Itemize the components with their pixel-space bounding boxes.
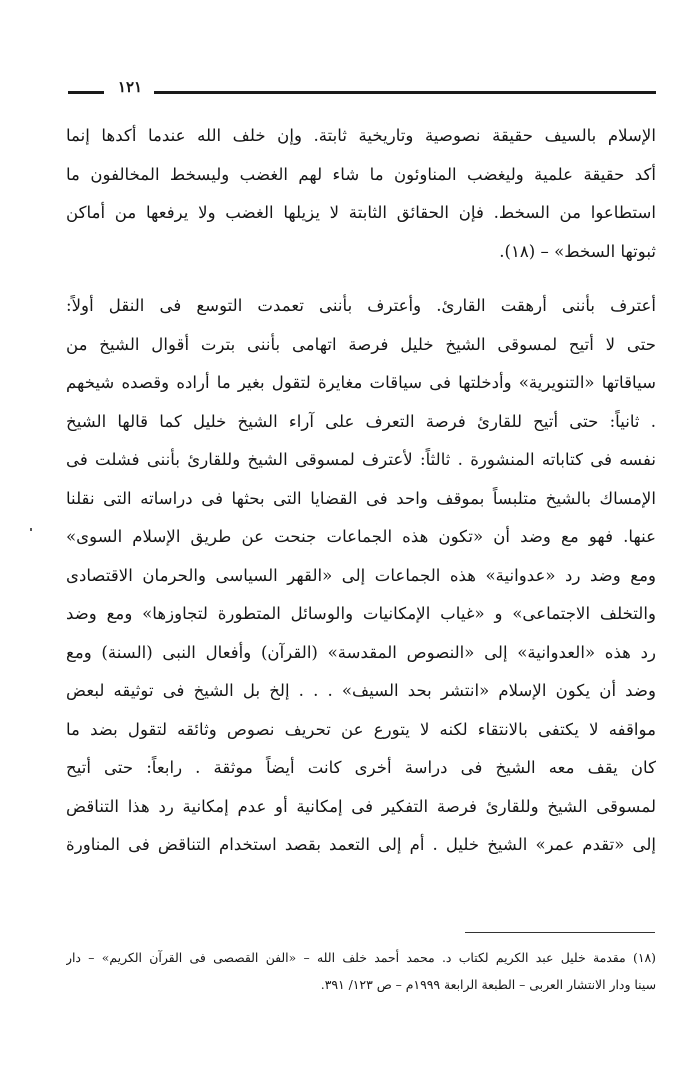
text-line: عنها. فهو مع وضد أن «تكون هذه الجماعات جنحت عن طريق الإسلام السوى» xyxy=(66,527,656,546)
footnote-rule xyxy=(465,932,655,933)
page-header xyxy=(68,80,656,104)
footnote-line: (١٨) مقدمة خليل عبد الكريم لكتاب د. محمد أحمد خلف الله – «الفن القصصى فى القرآن الكريم» – دار xyxy=(66,950,656,965)
text-line: إلى «تقدم عمر» الشيخ خليل . أم إلى التعمد بقصد استخدام التناقض فى المناورة xyxy=(66,835,656,854)
text-line: حتى لا أتيح لمسوقى الشيخ خليل فرصة اتهامى بأننى بترت أقوال الشيخ من xyxy=(66,334,656,354)
body-text xyxy=(66,117,656,865)
text-line: ومع وضد رد «عدوانية» هذه الجماعات إلى «القهر السياسى والحرمان الاقتصادى xyxy=(66,565,656,585)
text-line: استطاعوا من السخط. فإن الحقائق الثابتة لا يزيلها الغضب ولا يرفعها من أماكن xyxy=(66,203,656,222)
text-line: والتخلف الاجتماعى» و «غياب الإمكانيات والوسائل المتطورة لتجاوزها» ومع وضد xyxy=(66,604,656,623)
text-line: كان يقف معه الشيخ فى دراسة أخرى كانت أيضاً موثقة . رابعاً: حتى أتيح xyxy=(66,758,656,777)
text-line: أعترف بأننى أرهقت القارئ. وأعترف بأننى تعمدت التوسع فى النقل أولاً: xyxy=(66,296,656,315)
text-line: مواقفه لا يكتفى بالانتقاء لكنه لا يتورع عن تحريف نصوص وثائقه لتقول بضد ما xyxy=(66,719,656,739)
text-line: الإمساك بالشيخ متلبساً بموقف واحد فى القضايا التى بحثها فى دراساته التى نقلنا xyxy=(66,488,656,508)
text-line: نفسه فى كتاباته المنشورة . ثالثاً: لأعترف لمسوقى الشيخ وللقارئ بأننى فشلت فى xyxy=(66,450,656,469)
header-rule-short xyxy=(68,91,104,94)
text-line: وضد أن يكون الإسلام «انتشر بحد السيف» . . . إلخ بل الشيخ فى توثيقه لبعض xyxy=(66,681,656,700)
text-line: لمسوقى الشيخ وللقارئ فرصة التفكير فى إمكانية أو عدم إمكانية رد هذا التناقض xyxy=(66,796,656,816)
text-line: رد هذه «العدوانية» إلى «النصوص المقدسة» (القرآن) وأفعال النبى (السنة) ومع xyxy=(66,642,656,662)
text-line: الإسلام بالسيف حقيقة نصوصية وتاريخية ثابتة. وإن خلف الله عندما أكدها إنما xyxy=(66,126,656,145)
paragraph-gap xyxy=(66,271,656,287)
text-line: أكد حقيقة علمية وليغضب المناوئون ما شاء لهم الغضب وليسخط المخالفون ما xyxy=(66,164,656,184)
footnote xyxy=(66,944,656,998)
scan-speck xyxy=(30,528,32,531)
footnote-line: سينا ودار الانتشار العربى – الطبعة الرابعة ١٩٩٩م – ص ١٢٣/ ٣٩١. xyxy=(320,977,656,992)
text-line: سياقاتها «التنويرية» وأدخلتها فى سياقات مغايرة لتقول بغير ما أراده وقصده شيخهم xyxy=(66,373,656,392)
page-number: ١٢١ xyxy=(117,78,143,96)
text-line: ثبوتها السخط» – (١٨). xyxy=(499,241,656,261)
header-rule xyxy=(154,91,656,94)
text-line: . ثانياً: حتى أتيح للقارئ فرصة التعرف على آراء الشيخ خليل كما قالها الشيخ xyxy=(66,411,656,431)
